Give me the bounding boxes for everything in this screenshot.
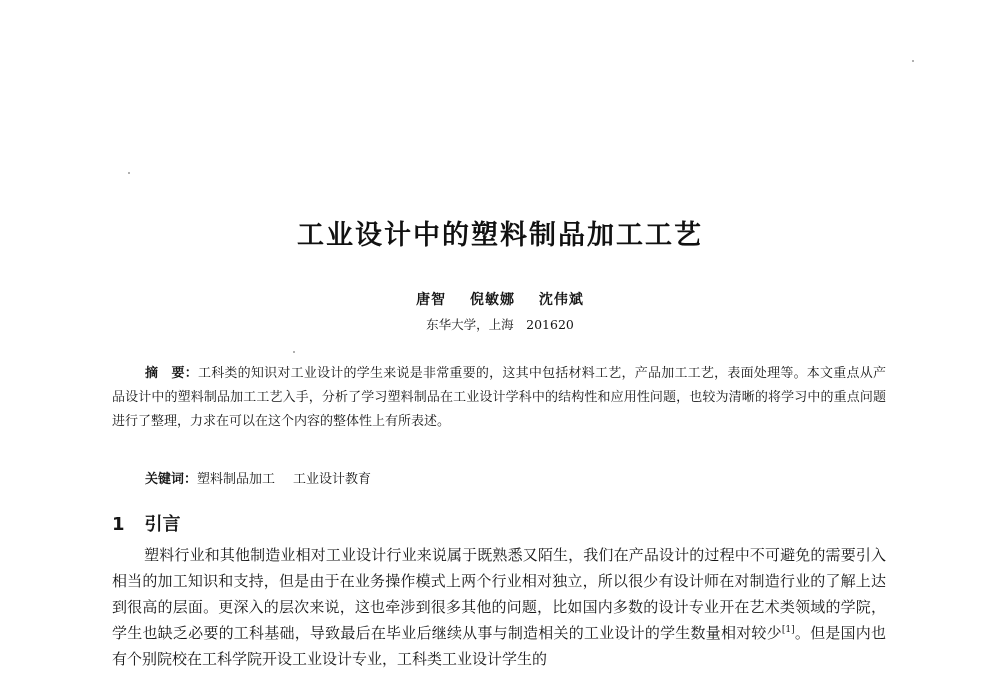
keyword: 工业设计教育 — [293, 472, 372, 487]
scan-speck — [128, 172, 130, 174]
section-heading — [112, 510, 181, 536]
body-text-part: 。但是国内也有个别院校在工科学院开设工业设计专业，工科类工业设计学生的 — [112, 624, 886, 668]
author-affiliation: 东华大学，上海 201620 — [426, 317, 574, 332]
author-name: 沈伟斌 — [538, 292, 584, 308]
author-name: 倪敏娜 — [470, 292, 515, 308]
keywords — [145, 470, 389, 490]
body-text-part: 塑料行业和其他制造业相对工业设计行业来说属于既熟悉又陌生，我们在产品设计的过程中不可避免的需要引入相当的加工知识和支持，但是由于在业务操作模式上两个行业相对独立，所以很少有设计师在对制造行业的了解上达到很高的层面。更深入的层次来说，这也牵涉到很多其他的问题，比如国内多数的设计专业开在艺术类领域的学院，学生也缺乏必要的工科基础，导致最后在毕业后继续从事与制造相关的工业设计的学生数量相对较少 — [112, 546, 886, 642]
paper-title: 工业设计中的塑料制品加工工艺 — [297, 220, 703, 251]
abstract — [112, 362, 886, 434]
keywords-label: 关键词： — [145, 472, 198, 487]
scan-speck — [293, 351, 295, 353]
scan-speck — [912, 60, 914, 62]
author-list — [0, 289, 1000, 309]
citation-reference[interactable]: [1] — [781, 625, 795, 635]
section-number: 1 — [112, 514, 125, 535]
abstract-text: 工科类的知识对工业设计的学生来说是非常重要的，这其中包括材料工艺，产品加工工艺，表面处理等。本文重点从产品设计中的塑料制品加工工艺入手，分析了学习塑料制品在工业设计学科中的结构性和应用性问题，也较为清晰的将学习中的重点问题进行了整理，力求在可以在这个内容的整体性上有所表述。 — [112, 366, 886, 429]
abstract-label: 摘 要： — [145, 366, 198, 381]
keyword: 塑料制品加工 — [197, 472, 276, 487]
body-paragraph — [112, 542, 886, 672]
author-name: 唐智 — [416, 292, 447, 308]
section-title: 引言 — [144, 514, 181, 535]
